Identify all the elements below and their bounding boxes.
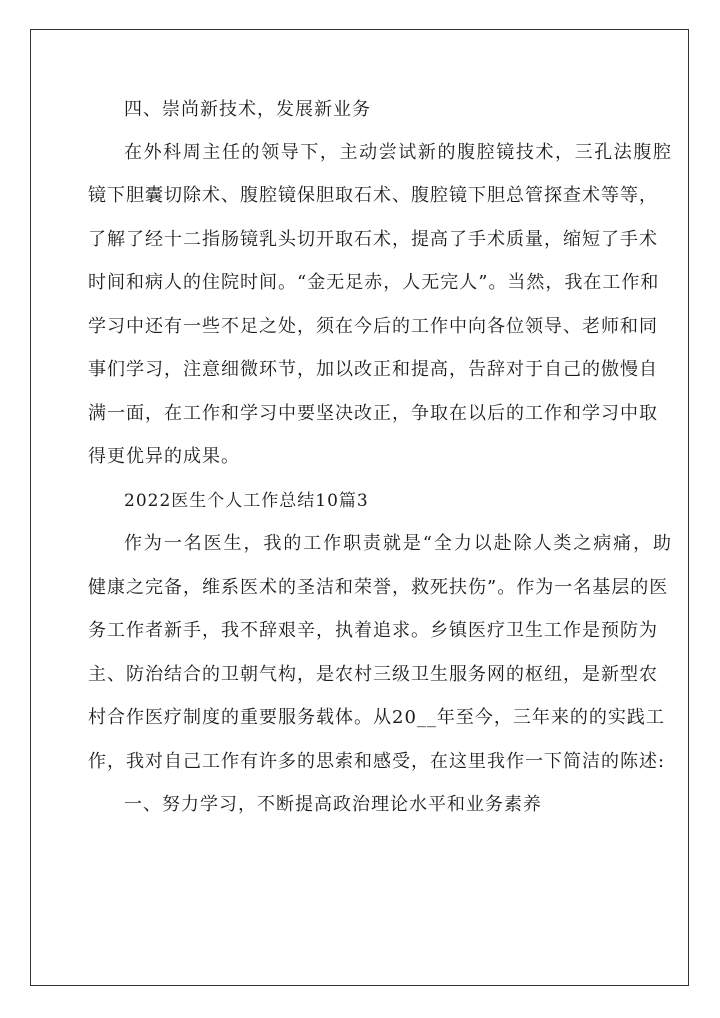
paragraph-line: 作为一名医生，我的工作职责就是“全力以赴除人类之病痛，助: [124, 533, 672, 554]
paragraph-line: 得更优异的成果。: [88, 446, 240, 467]
paragraph-line: 学习中还有一些不足之处，须在今后的工作中向各位领导、老师和同: [88, 316, 658, 337]
article-title: 2022医生个人工作总结10篇3: [124, 491, 369, 511]
paragraph-line: 村合作医疗制度的重要服务载体。从20__年至今，三年来的的实践工: [88, 707, 665, 728]
paragraph-line: 事们学习，注意细微环节，加以改正和提高，告辞对于自己的傲慢自: [88, 359, 658, 380]
paragraph-line: 了解了经十二指肠镜乳头切开取石术，提高了手术质量，缩短了手术: [88, 229, 658, 250]
paragraph-line: 务工作者新手，我不辞艰辛，执着追求。乡镇医疗卫生工作是预防为: [88, 620, 658, 641]
section-heading-1: 一、努力学习，不断提高政治理论水平和业务素养: [124, 794, 542, 815]
paragraph-line: 时间和病人的住院时间。“金无足赤，人无完人”。当然，我在工作和: [88, 272, 660, 293]
paragraph-line: 在外科周主任的领导下，主动尝试新的腹腔镜技术，三孔法腹腔: [124, 142, 672, 163]
paragraph-line: 作，我对自己工作有许多的思索和感受，在这里我作一下简洁的陈述:: [88, 751, 666, 772]
paragraph-line: 主、防治结合的卫朝气构，是农村三级卫生服务网的枢纽，是新型农: [88, 664, 658, 685]
paragraph-line: 镜下胆囊切除术、腹腔镜保胆取石术、腹腔镜下胆总管探查术等等，: [88, 185, 658, 206]
paragraph-line: 满一面，在工作和学习中要坚决改正，争取在以后的工作和学习中取: [88, 403, 658, 424]
section-heading-4: 四、崇尚新技术，发展新业务: [124, 99, 371, 120]
paragraph-line: 健康之完备，维系医术的圣洁和荣誉，救死扶伤”。作为一名基层的医: [88, 577, 669, 598]
